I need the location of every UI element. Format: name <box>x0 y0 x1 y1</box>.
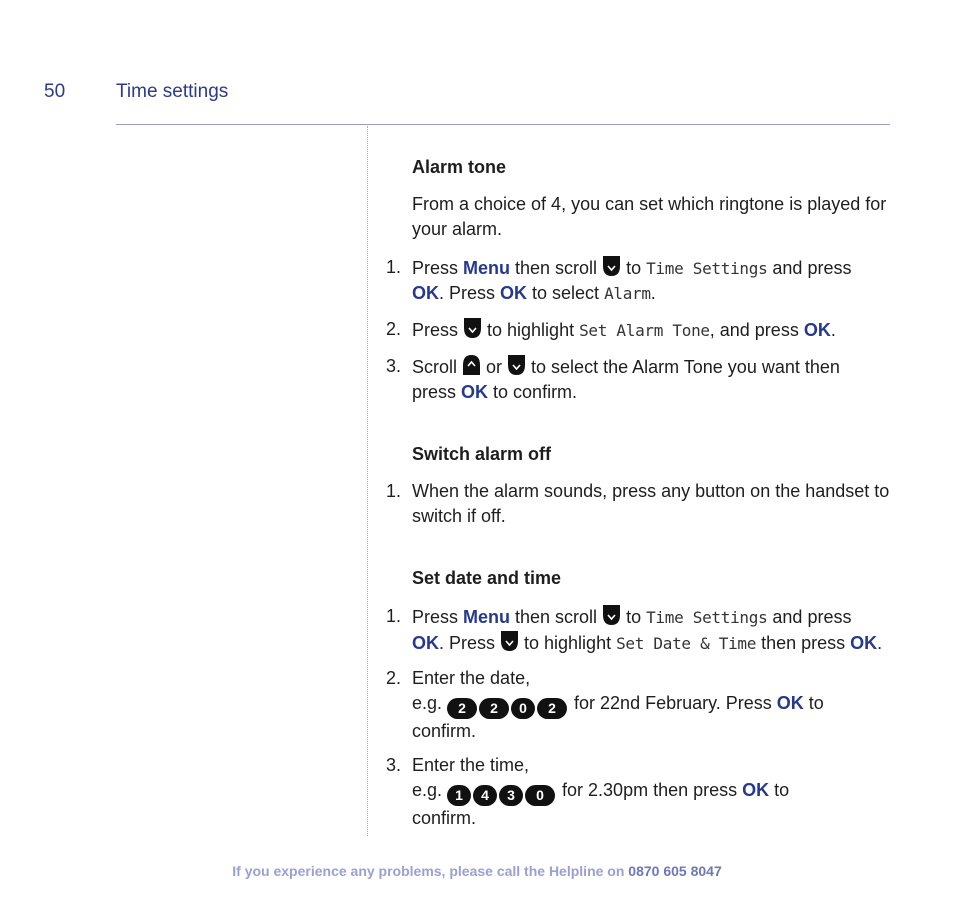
alarm-tone-step-3: 3. Scroll or to select the Alarm Tone you want then press OK to confirm. <box>386 356 840 402</box>
switch-off-step-1: 1. When the alarm sounds, press any button on the handset to switch if off. <box>386 481 890 526</box>
header-rule <box>116 124 890 125</box>
key-0-icon: 0 <box>511 698 535 719</box>
set-date-time-heading: Set date and time <box>412 568 562 588</box>
helpline-footer: If you experience any problems, please call the Helpline on 0870 605 8047 <box>232 863 722 879</box>
scroll-down-icon <box>602 255 621 277</box>
alarm-tone-heading: Alarm tone <box>412 157 507 177</box>
alarm-tone-step-1: 1. Press Menu then scroll to Time Settings and press OK. Press OK to select Alarm. <box>386 257 852 303</box>
key-3-icon: 3 <box>499 785 523 806</box>
alarm-tone-step-2: 2. Press to highlight Set Alarm Tone, and press OK. <box>386 319 836 340</box>
scroll-down-icon <box>500 630 519 652</box>
page-number: 50 <box>44 81 66 102</box>
date-time-step-3: 3. Enter the time, e.g. 1 4 3 0 for 2.30pm then press OK to confirm. <box>386 755 790 828</box>
column-divider <box>367 126 368 836</box>
key-0-icon: 0 <box>525 785 555 806</box>
scroll-down-icon <box>463 317 482 339</box>
key-2-icon: 2 <box>537 698 567 719</box>
date-time-step-2: 2. Enter the date, e.g. 2 2 0 2 for 22nd February. Press OK to confirm. <box>386 668 824 741</box>
key-1-icon: 1 <box>447 785 471 806</box>
helpline-phone: 0870 605 8047 <box>628 863 722 879</box>
key-2-icon: 2 <box>447 698 477 719</box>
scroll-down-icon <box>602 604 621 626</box>
alarm-tone-intro: From a choice of 4, you can set which ringtone is played for your alarm. <box>412 194 887 239</box>
switch-alarm-off-heading: Switch alarm off <box>412 444 552 464</box>
scroll-down-icon <box>507 354 526 376</box>
scroll-up-icon <box>462 354 481 376</box>
date-time-step-1: 1. Press Menu then scroll to Time Settings and press OK. Press to highlight Set Date & Time then press OK. <box>386 606 883 653</box>
key-2-icon: 2 <box>479 698 509 719</box>
key-4-icon: 4 <box>473 785 497 806</box>
section-title: Time settings <box>116 81 229 102</box>
